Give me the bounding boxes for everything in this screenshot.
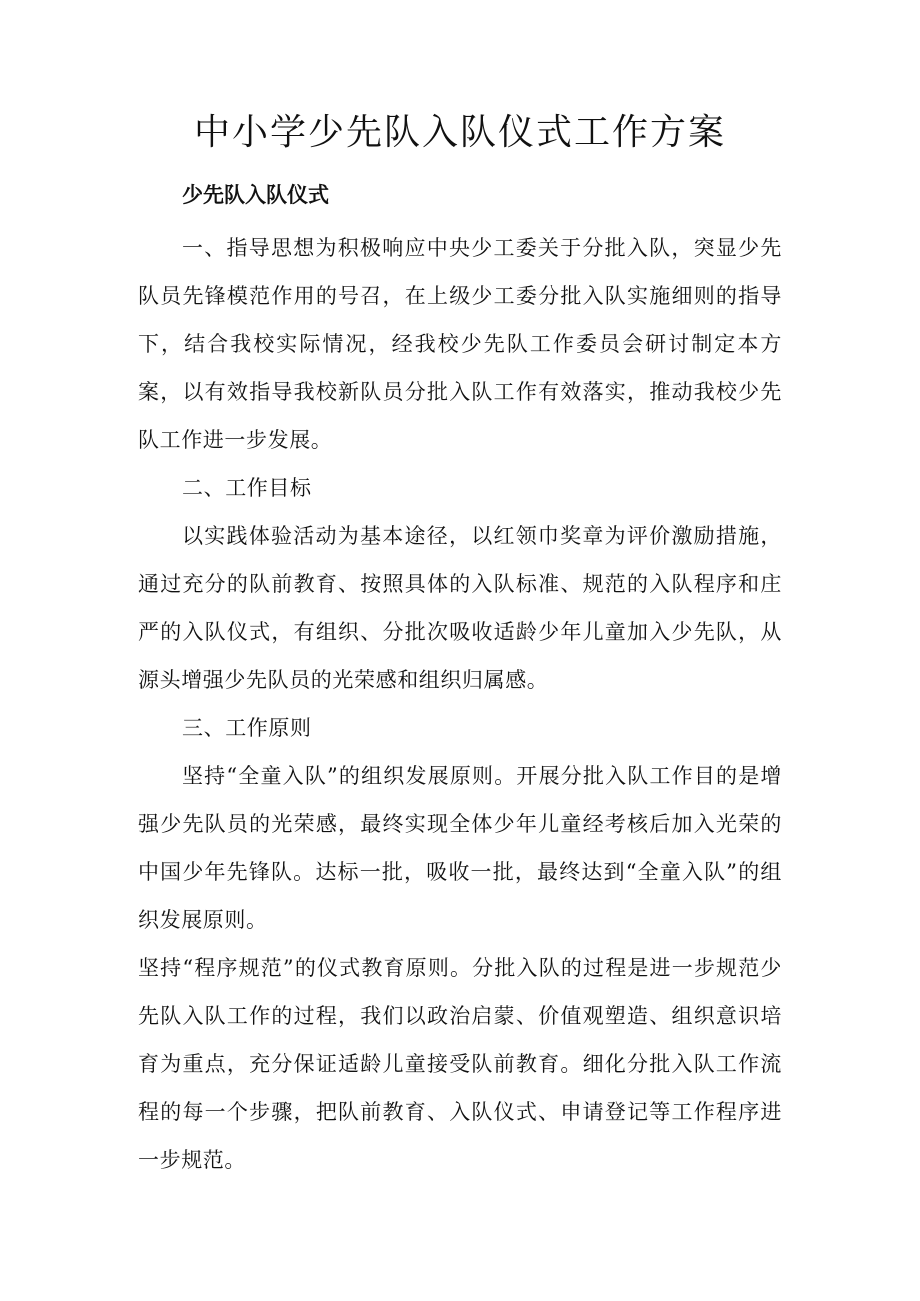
heading-work-principles: 三、工作原则 <box>182 716 312 740</box>
paragraph-work-goals: 以实践体验活动为基本途径，以红领巾奖章为评价激励措施，通过充分的队前教育、按照具体的入队标准、规范的入队程序和庄严的入队仪式，有组织、分批次吸收适龄少年儿童加入少先队，从源头增强少先队员的光荣感和组织归属感。 <box>138 524 782 692</box>
paragraph-guiding-ideology: 一、指导思想为积极响应中央少工委关于分批入队，突显少先队员先锋模范作用的号召，在上级少工委分批入队实施细则的指导下，结合我校实际情况，经我校少先队工作委员会研讨制定本方案，以有效指导我校新队员分批入队工作有效落实，推动我校少先队工作进一步发展。 <box>138 236 782 452</box>
document-title: 中小学少先队入队仪式工作方案 <box>193 112 726 153</box>
heading-work-goals: 二、工作目标 <box>182 476 312 500</box>
paragraph-principle-standard-procedure: 坚持“程序规范”的仪式教育原则。分批入队的过程是进一步规范少先队入队工作的过程，我们以政治启蒙、价值观塑造、组织意识培育为重点，充分保证适龄儿童接受队前教育。细化分批入队工作流程的每一个步骤，把队前教育、入队仪式、申请登记等工作程序进一步规范。 <box>138 956 782 1172</box>
section-subheading: 少先队入队仪式 <box>182 183 329 207</box>
paragraph-principle-all-children: 坚持“全童入队”的组织发展原则。开展分批入队工作目的是增强少先队员的光荣感，最终实现全体少年儿童经考核后加入光荣的中国少年先锋队。达标一批，吸收一批，最终达到“全童入队”的组织发展原则。 <box>138 764 782 932</box>
